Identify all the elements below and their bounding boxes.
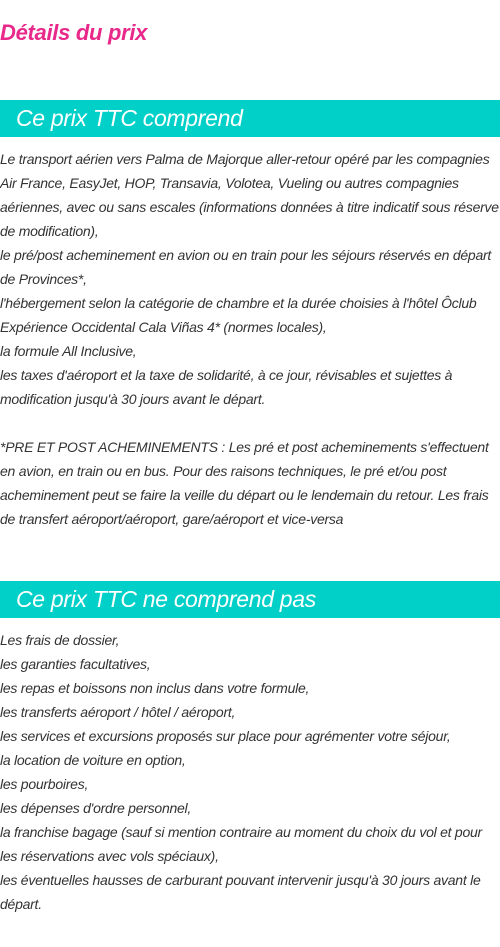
- excluded-item: les éventuelles hausses de carburant pouvant intervenir jusqu'à 30 jours avant le départ.: [0, 872, 481, 912]
- excluded-item: les garanties facultatives,: [0, 656, 151, 672]
- page-title: Détails du prix: [0, 20, 148, 45]
- preacheminement-note: *PRE ET POST ACHEMINEMENTS : Les pré et post acheminements s'effectuent en avion, en train ou en bus. Pour des raisons techniques, le pré et/ou post acheminement peut se faire la veille du départ ou le lendemain du retour. Les frais de transfert aéroport/aéroport, gare/aéroport et vice-versa: [0, 439, 489, 527]
- included-item: Le transport aérien vers Palma de Majorque aller-retour opéré par les compagnies Air France, EasyJet, HOP, Transavia, Volotea, Vueling ou autres compagnies aériennes, avec ou sans escales (informations données à titre indicatif sous réserve de modification),: [0, 151, 499, 239]
- excluded-item: les pourboires,: [0, 776, 89, 792]
- excluded-item: les dépenses d'ordre personnel,: [0, 800, 192, 816]
- included-item: les taxes d'aéroport et la taxe de solidarité, à ce jour, révisables et sujettes à modification jusqu'à 30 jours avant le départ.: [0, 367, 453, 407]
- paragraph-spacer: [0, 411, 500, 435]
- excluded-item: la franchise bagage (sauf si mention contraire au moment du choix du vol et pour les réservations avec vols spéciaux),: [0, 824, 482, 864]
- excluded-item: Les frais de dossier,: [0, 632, 120, 648]
- section-header-included: Ce prix TTC comprend: [0, 100, 500, 137]
- excluded-item: les transferts aéroport / hôtel / aéroport,: [0, 704, 236, 720]
- excluded-item: les services et excursions proposés sur place pour agrémenter votre séjour,: [0, 728, 451, 744]
- included-list: [0, 147, 500, 531]
- excluded-list: [0, 628, 500, 916]
- section-header-excluded: Ce prix TTC ne comprend pas: [0, 581, 500, 618]
- included-item: la formule All Inclusive,: [0, 343, 137, 359]
- included-item: l'hébergement selon la catégorie de chambre et la durée choisies à l'hôtel Ôclub Expérience Occidental Cala Viñas 4* (normes locales),: [0, 295, 477, 335]
- included-item: le pré/post acheminement en avion ou en train pour les séjours réservés en départ de Provinces*,: [0, 247, 492, 287]
- excluded-item: la location de voiture en option,: [0, 752, 186, 768]
- excluded-item: les repas et boissons non inclus dans votre formule,: [0, 680, 310, 696]
